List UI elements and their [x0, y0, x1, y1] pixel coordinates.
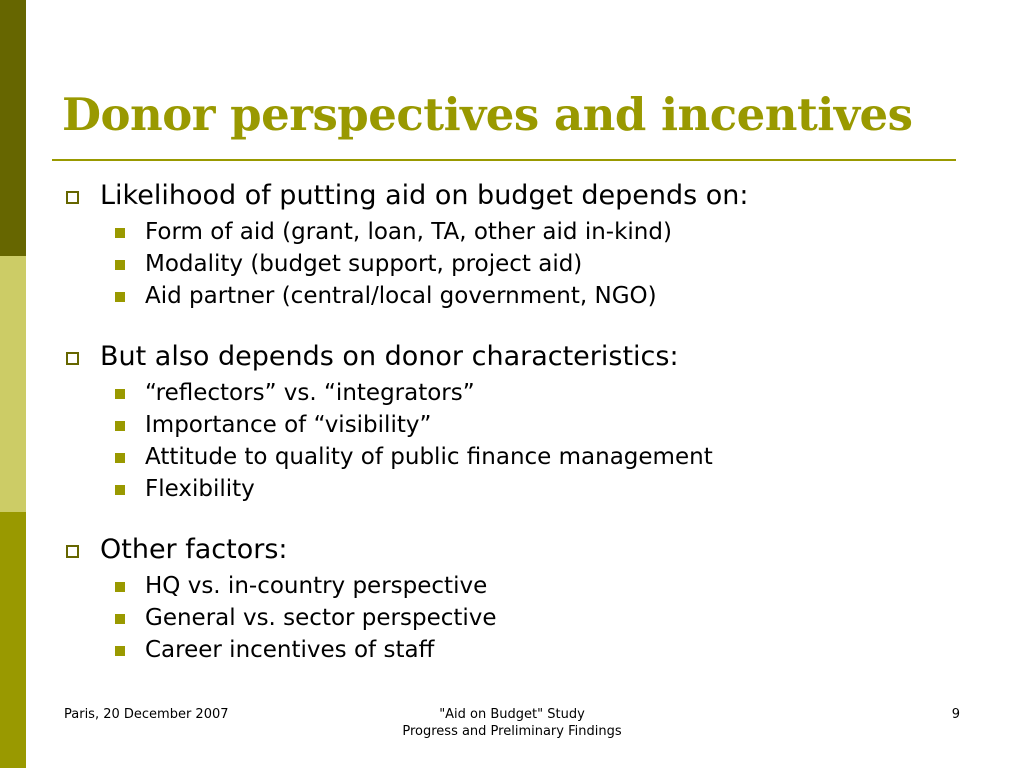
- sub-bullet-text: Aid partner (central/local government, NGO): [145, 283, 657, 309]
- bullet-text: Other factors:: [100, 534, 288, 565]
- sub-bullet-text: “reflectors” vs. “integrators”: [145, 380, 475, 406]
- title-underline: [52, 159, 956, 161]
- sub-bullet-text: HQ vs. in-country perspective: [145, 573, 488, 599]
- footer-date: Paris, 20 December 2007: [64, 707, 229, 722]
- sub-bullet-text: Form of aid (grant, loan, TA, other aid in-kind): [145, 219, 672, 245]
- page-number: 9: [951, 707, 960, 722]
- filled-square-bullet-icon: [115, 421, 125, 431]
- bullet-item: [62, 176, 962, 216]
- bullet-group: [62, 337, 962, 505]
- filled-square-bullet-icon: [115, 453, 125, 463]
- side-bar-middle: [0, 256, 26, 512]
- sub-bullet-item: [62, 377, 962, 409]
- filled-square-bullet-icon: [115, 292, 125, 302]
- sub-bullet-item: [62, 570, 962, 602]
- filled-square-bullet-icon: [115, 646, 125, 656]
- sub-bullet-item: [62, 473, 962, 505]
- sub-bullet-item: [62, 280, 962, 312]
- hollow-square-bullet-icon: [66, 352, 79, 365]
- sub-bullet-text: General vs. sector perspective: [145, 605, 497, 631]
- bullet-text: Likelihood of putting aid on budget depends on:: [100, 180, 749, 211]
- filled-square-bullet-icon: [115, 582, 125, 592]
- footer-study-line2: Progress and Preliminary Findings: [402, 724, 622, 739]
- sub-bullet-text: Modality (budget support, project aid): [145, 251, 583, 277]
- sub-bullet-item: [62, 248, 962, 280]
- filled-square-bullet-icon: [115, 228, 125, 238]
- bullet-item: [62, 337, 962, 377]
- footer-study-title: [312, 706, 712, 740]
- bullet-group: [62, 530, 962, 666]
- bullet-group: [62, 176, 962, 312]
- sub-bullet-item: [62, 409, 962, 441]
- filled-square-bullet-icon: [115, 485, 125, 495]
- filled-square-bullet-icon: [115, 260, 125, 270]
- slide-content: [62, 176, 962, 691]
- sub-bullet-item: [62, 634, 962, 666]
- sub-bullet-text: Flexibility: [145, 476, 255, 502]
- bullet-item: [62, 530, 962, 570]
- sub-bullet-text: Attitude to quality of public finance management: [145, 444, 713, 470]
- sub-bullet-text: Importance of “visibility”: [145, 412, 432, 438]
- sub-bullet-text: Career incentives of staff: [145, 637, 435, 663]
- sub-bullet-item: [62, 216, 962, 248]
- side-bar-top: [0, 0, 26, 256]
- filled-square-bullet-icon: [115, 614, 125, 624]
- sub-bullet-item: [62, 602, 962, 634]
- hollow-square-bullet-icon: [66, 545, 79, 558]
- slide-title: Donor perspectives and incentives: [62, 88, 913, 141]
- filled-square-bullet-icon: [115, 389, 125, 399]
- footer-study-line1: "Aid on Budget" Study: [439, 707, 585, 722]
- hollow-square-bullet-icon: [66, 191, 79, 204]
- side-bar-bottom: [0, 512, 26, 768]
- bullet-text: But also depends on donor characteristics:: [100, 341, 679, 372]
- sub-bullet-item: [62, 441, 962, 473]
